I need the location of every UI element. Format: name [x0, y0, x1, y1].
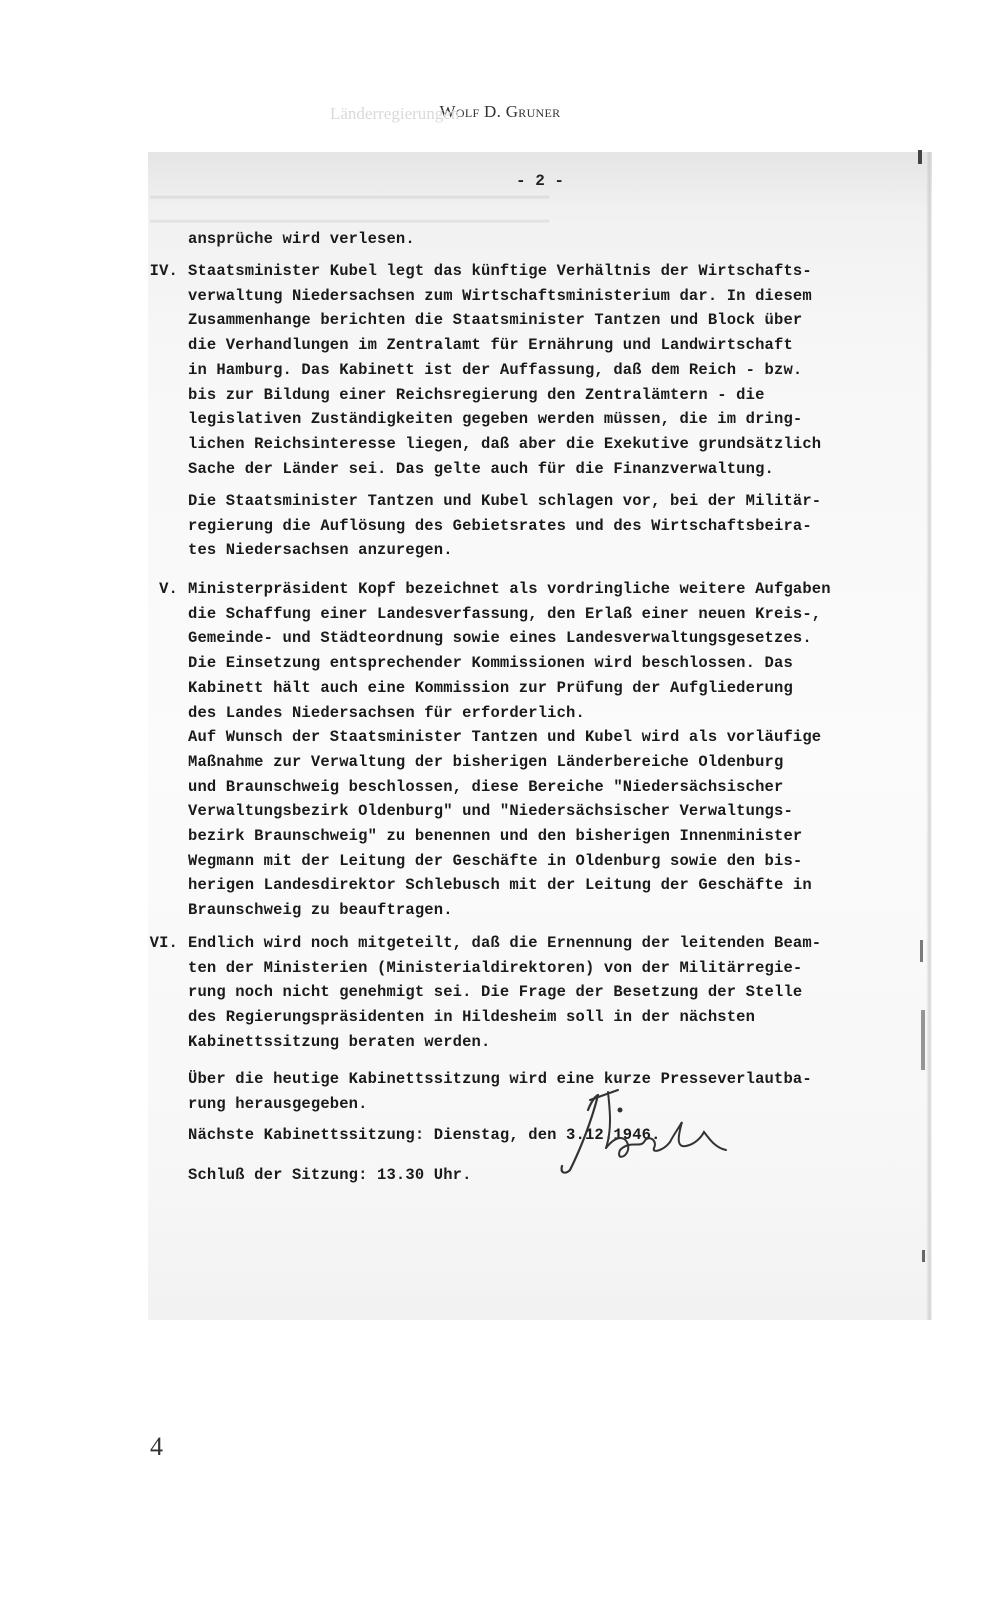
document-line: und Braunschweig beschlossen, diese Bereiche "Niedersächsischer [188, 777, 784, 796]
document-line: die Schaffung einer Landesverfassung, den Erlaß einer neuen Kreis-, [188, 604, 822, 623]
document-line: des Landes Niedersachsen für erforderlich. [188, 703, 585, 722]
running-head: Wolf D. Gruner [439, 102, 561, 121]
document-line: Staatsminister Kubel legt das künftige Verhältnis der Wirtschafts- [188, 262, 812, 280]
bleed-through-text: Länderregierungen [330, 104, 460, 123]
document-line: Kabinettssitzung beraten werden. [188, 1032, 491, 1051]
document-line: Die Staatsminister Tantzen und Kubel schlagen vor, bei der Militär- [188, 492, 822, 510]
document-line: Endlich wird noch mitgeteilt, daß die Ernennung der leitenden Beam- [188, 934, 822, 952]
document-line: Nächste Kabinettssitzung: Dienstag, den 3.12.1946. [188, 1126, 661, 1144]
document-line: Über die heutige Kabinettssitzung wird eine kurze Presseverlautba- [188, 1070, 812, 1088]
document-line: ten der Ministerien (Ministerialdirektoren) von der Militärregie- [188, 958, 803, 977]
document-line: in Hamburg. Das Kabinett ist der Auffassung, daß dem Reich - bzw. [188, 360, 803, 379]
document-line: bezirk Braunschweig" zu benennen und den bisherigen Innenminister [188, 827, 803, 845]
document-line: die Verhandlungen im Zentralamt für Ernährung und Landwirtschaft [188, 336, 793, 355]
document-line: Wegmann mit der Leitung der Geschäfte in Oldenburg sowie den bis- [188, 851, 803, 870]
signature [420, 1070, 740, 1180]
document-line: legislativen Zuständigkeiten gegeben werden müssen, die im dring- [188, 410, 803, 429]
section-number: VI. [149, 934, 178, 952]
document-line: Verwaltungsbezirk Oldenburg" und "Niedersächsischer Verwaltungs- [188, 802, 793, 821]
document-line: Die Einsetzung entsprechender Kommissionen wird beschlossen. Das [188, 654, 793, 673]
document-line: Schluß der Sitzung: 13.30 Uhr. [188, 1166, 472, 1184]
document-line: Auf Wunsch der Staatsminister Tantzen und Kubel wird als vorläufige [188, 728, 822, 747]
document-line: tes Niedersachsen anzuregen. [188, 541, 453, 560]
bleed-through-text: ━━━━━━━━━━━━━━━━━━━━━━━━━━━━━━━━━━━━━━━ [150, 212, 550, 231]
document-line: regierung die Auflösung des Gebietsrates und des Wirtschaftsbeira- [188, 516, 812, 535]
document-line: rung herausgegeben. [188, 1094, 368, 1113]
section-number: IV. [149, 262, 178, 280]
document-line: Gemeinde- und Städteordnung sowie eines Landesverwaltungsgesetzes. [188, 629, 812, 648]
document-line: lichen Reichsinteresse liegen, daß aber die Exekutive grundsätzlich [188, 434, 822, 453]
section-number: V. [159, 580, 178, 598]
document-line: herigen Landesdirektor Schlebusch mit der Leitung der Geschäfte in [188, 876, 812, 895]
document-line: bis zur Bildung einer Reichsregierung den Zentralämtern - die [188, 385, 765, 404]
document-line: Sache der Länder sei. Das gelte auch für die Finanzverwaltung. [188, 459, 774, 478]
folio: 4 [150, 1432, 163, 1461]
document-line: Zusammenhange berichten die Staatsminister Tantzen und Block über [188, 311, 803, 330]
document-line: Braunschweig zu beauftragen. [188, 901, 453, 920]
document-line: des Regierungspräsidenten in Hildesheim soll in der nächsten [188, 1008, 756, 1027]
document-line: Kabinett hält auch eine Kommission zur Prüfung der Aufgliederung [188, 678, 793, 697]
document-line: Ministerpräsident Kopf bezeichnet als vordringliche weitere Aufgaben [188, 580, 831, 598]
document-line: verwaltung Niedersachsen zum Wirtschaftsministerium dar. In diesem [188, 286, 812, 305]
document-line: rung noch nicht genehmigt sei. Die Frage der Besetzung der Stelle [188, 983, 803, 1002]
page-marker: - 2 - [515, 172, 564, 190]
bleed-through-text: ━━━━━━━━━━━━━━━━━━━━━━━━━━━━━━━━━━━━━━━ [150, 188, 550, 207]
document-line: Maßnahme zur Verwaltung der bisherigen Länderbereiche Oldenburg [188, 752, 784, 771]
document-line: ansprüche wird verlesen. [188, 230, 415, 248]
